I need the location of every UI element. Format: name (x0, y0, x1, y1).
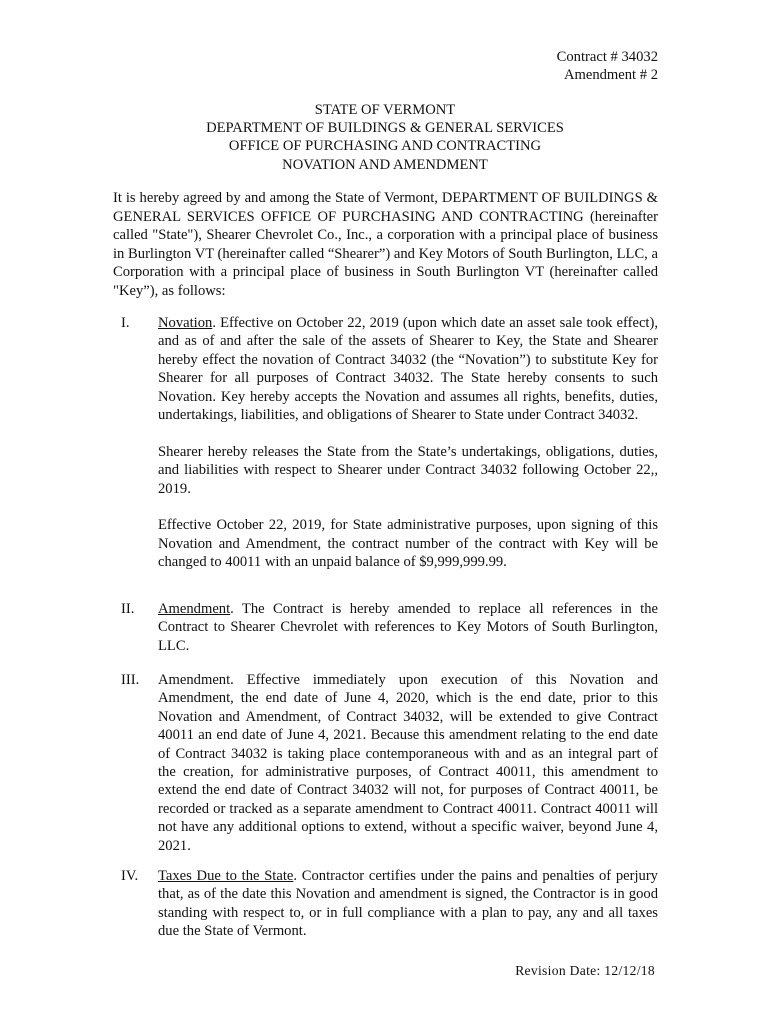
section-paragraph (158, 314, 658, 424)
section-1 (113, 314, 658, 572)
heading-document-title: NOVATION AND AMENDMENT (282, 156, 488, 173)
section-body (158, 867, 658, 941)
section-body (158, 314, 658, 572)
section-text: . Effective on October 22, 2019 (upon which date an asset sale took effect), and as of and after the sale of the assets of Shearer to Key, the State and Shearer hereby effect the novation of Contract 34032 (the “Novation”) to substitute Key for Shearer for all purposes of Contract 34032. The State hereby consents to such Novation. Key hereby accepts the Novation and assumes all rights, benefits, duties, undertakings, liabilities, and obligations of Shearer to State under Contract 34032. (158, 315, 658, 424)
section-4 (113, 867, 658, 941)
section-paragraph: Shearer hereby releases the State from the State’s undertakings, obligations, duties, and liabilities with respect to Shearer under Contract 34032 following October 22,, 2019. (158, 443, 658, 497)
section-paragraph: Amendment. Effective immediately upon execution of this Novation and Amendment, the end date of June 4, 2020, which is the end date, prior to this Novation and Amendment, of Contract 34032, will be extended to give Contract 40011 an end date of June 4, 2021. Because this amendment relating to the end date of Contract 34032 is taking place contemporaneous with and as an integral part of the creation, for administrative purposes, of Contract 40011, this amendment to extend the end date of Contract 34032 will not, for purposes of Contract 40011, be recorded or tracked as a separate amendment to Contract 40011. Contract 40011 will not have any additional options to extend, without a specific waiver, beyond June 4, 2021. (158, 672, 658, 854)
contract-number: Contract # 34032 (556, 49, 658, 65)
section-title: Taxes Due to the State (158, 868, 294, 884)
section-body (158, 671, 658, 855)
section-2 (113, 600, 658, 655)
section-number: I. (121, 315, 130, 331)
revision-date: Revision Date: 12/12/18 (515, 963, 655, 978)
section-3 (113, 671, 658, 855)
section-number: III. (121, 672, 140, 688)
section-text: . Contractor certifies under the pains and penalties of perjury that, as of the date this Novation and amendment is signed, the Contractor is in good standing with respect to, or in full compliance with a plan to pay, any and all taxes due the State of Vermont. (158, 868, 658, 940)
heading-state: STATE OF VERMONT (314, 102, 456, 118)
section-paragraph (158, 600, 658, 655)
heading-department: DEPARTMENT OF BUILDINGS & GENERAL SERVICES (206, 120, 564, 137)
section-text: . The Contract is hereby amended to replace all references in the Contract to Shearer Chevrolet with references to Key Motors of South Burlington, LLC. (158, 601, 658, 654)
section-number: II. (121, 601, 135, 617)
section-body (158, 600, 658, 655)
contract-reference (557, 48, 658, 84)
section-paragraph (158, 867, 658, 941)
section-title: Novation (158, 315, 213, 331)
section-title: Amendment (158, 601, 231, 617)
amendment-number: Amendment # 2 (563, 67, 658, 83)
heading-office: OFFICE OF PURCHASING AND CONTRACTING (228, 138, 542, 155)
document-headings (0, 101, 770, 174)
section-number: IV. (121, 868, 139, 884)
section-paragraph: Effective October 22, 2019, for State administrative purposes, upon signing of this Novation and Amendment, the contract number of the contract with Key will be changed to 40011 with an unpaid balance of $9,999,999.99. (158, 517, 658, 571)
intro-paragraph: It is hereby agreed by and among the State of Vermont, DEPARTMENT OF BUILDINGS & GENERAL SERVICES OFFICE OF PURCHASING AND CONTRACTING (hereinafter called "State"), Shearer Chevrolet Co., Inc., a corporation with a principal place of business in Burlington VT (hereinafter called “Shearer”) and Key Motors of South Burlington, LLC, a Corporation with a principal place of business in South Burlington VT (hereinafter called "Key”), as follows: (113, 190, 658, 299)
